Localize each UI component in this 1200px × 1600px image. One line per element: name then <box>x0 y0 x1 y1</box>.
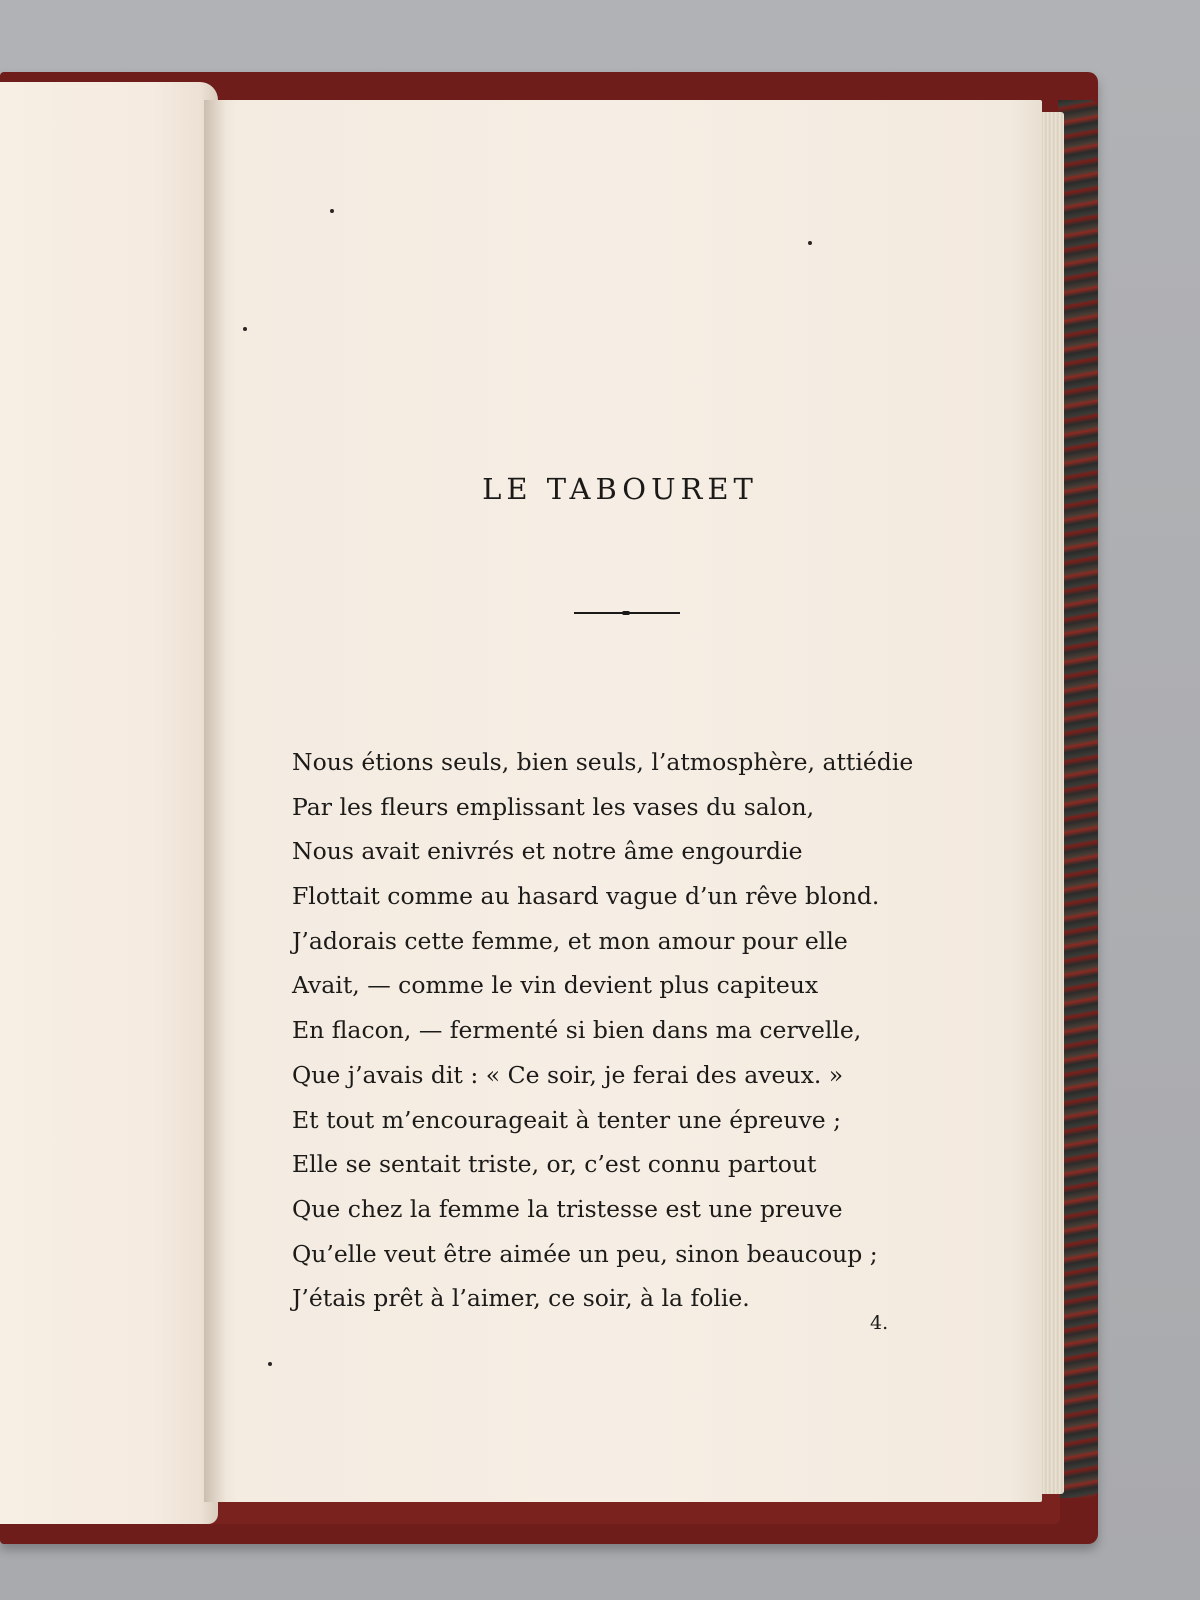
ink-speck <box>268 1362 272 1366</box>
poem-line: Nous étions seuls, bien seuls, l’atmosphère, attiédie <box>292 748 914 776</box>
title-divider <box>574 612 680 614</box>
poem-line: Elle se sentait triste, or, c’est connu partout <box>292 1150 817 1179</box>
poem-title: LE TABOURET <box>482 472 758 506</box>
ink-speck <box>808 241 812 245</box>
marbled-board-edge <box>1058 100 1098 1498</box>
poem-line: Et tout m’encourageait à tenter une épreuve ; <box>292 1105 842 1134</box>
poem-line: Que chez la femme la tristesse est une preuve <box>292 1194 843 1223</box>
poem-line: En flacon, — fermenté si bien dans ma cervelle, <box>292 1016 862 1045</box>
poem-line: Flottait comme au hasard vague d’un rêve blond. <box>292 882 880 911</box>
page-number: 4. <box>870 1312 889 1334</box>
poem-line: Nous avait enivrés et notre âme engourdie <box>292 837 803 866</box>
ink-speck <box>243 327 247 331</box>
poem-line: Qu’elle veut être aimée un peu, sinon beaucoup ; <box>292 1239 878 1268</box>
poem-line: J’adorais cette femme, et mon amour pour elle <box>292 926 848 955</box>
ink-speck <box>330 209 334 213</box>
left-page <box>0 82 218 1524</box>
poem-text <box>292 740 932 1321</box>
poem-line: Par les fleurs emplissant les vases du salon, <box>292 792 815 821</box>
poem-line: J’étais prêt à l’aimer, ce soir, à la folie. <box>292 1284 750 1313</box>
gutter-shadow <box>204 100 226 1502</box>
poem-line: Que j’avais dit : « Ce soir, je ferai des aveux. » <box>292 1060 844 1089</box>
poem-line: Avait, — comme le vin devient plus capiteux <box>292 971 819 1000</box>
